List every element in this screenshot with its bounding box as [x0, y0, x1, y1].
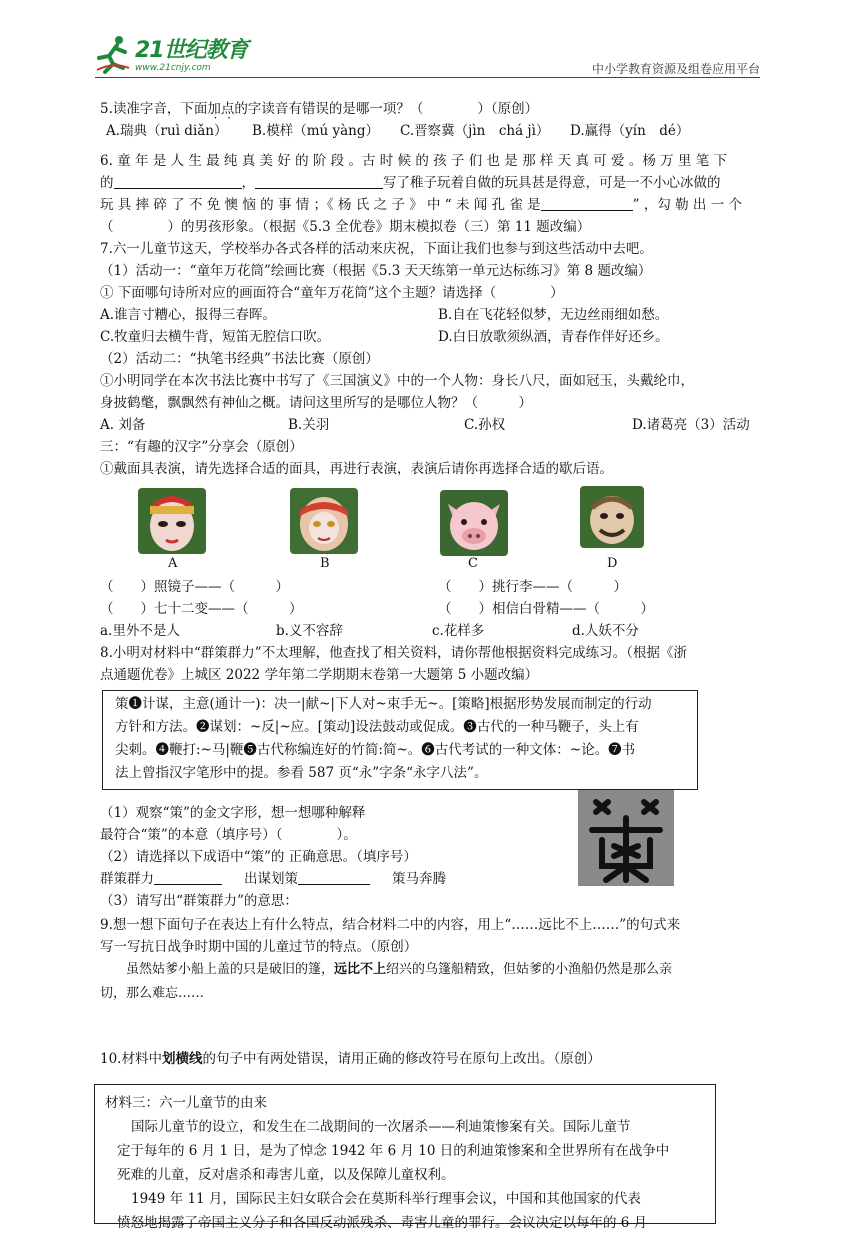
answer-d: d.人妖不分 — [572, 623, 639, 639]
q10-stem: 10.材料中划横线的句子中有两处错误，请用正确的修改符号在原句上改出。（原创） — [100, 1051, 601, 1067]
dictionary-box — [102, 690, 698, 790]
material-3-box — [94, 1084, 716, 1231]
question-5 — [100, 98, 762, 142]
ce-bronze-script-image — [578, 790, 674, 886]
q5-option-d: D.赢得（yín dé） — [570, 123, 690, 139]
question-6 — [100, 150, 762, 238]
q7-stem: 7.六一儿童节这天，学校举办各式各样的活动来庆祝，下面让我们也参与到这些活动中去吧。 — [100, 241, 653, 257]
q9-example-line-1: 虽然姑爹小船上盖的只是破旧的篷，远比不上绍兴的乌篷船精致，但姑爹的小渔船仍然是那么亲 — [126, 962, 673, 977]
q7-activity-2: （2）活动二：“执笔书经典”书法比赛（原创） — [100, 351, 379, 367]
page-header — [95, 30, 760, 80]
q8-blank-2[interactable] — [298, 870, 370, 885]
q6-blank-3[interactable] — [541, 196, 633, 211]
dict-line-2: 方针和方法。❷谋划：~反|~应。[策动]设法鼓动或促成。❸古代的一种马鞭子，头上有 — [115, 719, 639, 735]
mask-label-d: D — [607, 556, 618, 571]
q7-act1-option-d: D.白日放歌须纵酒，青春作伴好还乡。 — [438, 329, 669, 345]
q7-act2-option-d: D.诸葛亮（3）活动 — [632, 417, 750, 433]
q7-act2-option-c: C.孙权 — [464, 417, 506, 433]
q7-activity-3-question: ①戴面具表演，请先选择合适的面具，再进行表演，表演后请你再选择合适的歇后语。 — [100, 461, 613, 477]
mask-label-a: A — [168, 556, 178, 571]
material-3-line-3: 死难的儿童，反对虐杀和毒害儿童，以及保障儿童权利。 — [117, 1167, 455, 1183]
q7-activity-2-line-2: 身披鹤氅，飘飘然有神仙之概。请问这里所写的是哪位人物？（ ） — [100, 395, 532, 411]
logo-main-text: 21世纪教育 — [135, 38, 248, 63]
mask-label-b: B — [320, 556, 330, 571]
q7-act1-option-a: A.谁言寸糟心，报得三春晖。 — [100, 307, 277, 323]
answer-a: a.里外不是人 — [100, 623, 180, 639]
mask-image-d — [580, 486, 644, 548]
q7-sayings — [100, 576, 762, 642]
q5-stem: 5.读准字音，下面加点的字读音有错误的是哪一项？（ ）（原创） — [100, 101, 539, 117]
answer-b: b.义不容辞 — [276, 623, 343, 639]
mask-image-c — [440, 490, 508, 556]
q8-sub3: （3）请写出“群策群力”的意思： — [100, 893, 298, 909]
q7-activity-2-line-1: ①小明同学在本次书法比赛中书写了《三国演义》中的一个人物：身长八尺，面如冠玉，头戴纶巾， — [100, 373, 694, 389]
material-3-line-4: 1949 年 11 月，国际民主妇女联合会在莫斯科举行理事会议，中国和其他国家的代表 — [131, 1191, 641, 1207]
logo — [95, 34, 248, 74]
question-7 — [100, 238, 762, 480]
q7-activity-3: 三：“有趣的汉字”分享会（原创） — [100, 439, 303, 455]
q8-line-2: 点通题优卷》上城区 2022 学年第二学期期末卷第一大题第 5 小题改编） — [100, 667, 539, 683]
dict-line-4: 法上曾指汉字笔形中的提。参看 587 页“永”字条“永字八法”。 — [115, 765, 488, 781]
q6-line-1: 6. 童 年 是 人 生 最 纯 真 美 好 的 阶 段 。古 时 候 的 孩 子 们 也 是 那 样 天 真 可 爱 。杨 万 里 笔 下 — [100, 153, 727, 169]
question-8 — [100, 642, 762, 686]
mask-label-c: C — [468, 556, 478, 571]
q7-act1-option-b: B.自在飞花轻似梦，无边丝雨细如愁。 — [438, 307, 669, 323]
q7-act1-option-c: C.牧童归去横牛背，短笛无腔信口吹。 — [100, 329, 331, 345]
saying-1: （ ）照镜子——（ ） — [100, 579, 289, 595]
q7-act2-option-a: A. 刘备 — [100, 417, 146, 433]
question-10 — [100, 1048, 762, 1070]
material-3-line-2: 定于每年的 6 月 1 日，是为了悼念 1942 年 6 月 10 日的利迪策惨案和全世界所有在战争中 — [117, 1143, 670, 1159]
header-divider — [95, 77, 760, 78]
q6-blank-1[interactable] — [114, 174, 242, 189]
q7-activity-1-question: ① 下面哪句诗所对应的画面符合“童年万花筒”这个主题？请选择（ ） — [100, 285, 564, 301]
q8-line-1: 8.小明对材料中“群策群力”不太理解，他查找了相关资料，请你帮他根据资料完成练习。（根据《浙 — [100, 645, 687, 661]
mask-image-a — [138, 488, 206, 554]
question-9 — [100, 914, 762, 1006]
running-man-icon — [95, 34, 131, 74]
dict-line-1: 策❶计谋，主意(通计一)：决一|献~|下人对~束手无~。[策略]根据形势发展而制定的行动 — [115, 696, 652, 712]
q6-line-4: （ ）的男孩形象。（根据《5.3 全优卷》期末模拟卷（三）第 11 题改编） — [100, 219, 591, 235]
q5-option-b: B.模样（mú yàng） — [252, 123, 380, 139]
q9-example-line-2: 切，那么难忘…… — [100, 986, 205, 1001]
q7-activity-1: （1）活动一：“童年万花筒”绘画比赛（根据《5.3 天天练第一单元达标练习》第 8 题改编） — [100, 263, 652, 279]
q5-option-c: C.晋察冀（jìn chá jì） — [400, 123, 550, 139]
dict-line-3: 尖刺。❹鞭打:~马|鞭❺古代称编连好的竹简:简~。❻古代考试的一种文体：~论。❼书 — [115, 742, 636, 758]
q6-line-2: 的 ， 写了稚子玩着自做的玩具甚是得意，可是一不小心冰做的 — [100, 175, 721, 191]
q8-sub1-line2: 最符合“策”的本意（填序号）（ ）。 — [100, 827, 357, 843]
material-3-title: 材料三：六一儿童节的由来 — [105, 1095, 267, 1111]
platform-name: 中小学教育资源及组卷应用平台 — [591, 62, 760, 76]
material-3-line-1: 国际儿童节的设立，和发生在二战期间的一次屠杀——利迪策惨案有关。国际儿童节 — [131, 1119, 631, 1135]
saying-2: （ ）挑行李——（ ） — [438, 579, 627, 595]
answer-c: c.花样多 — [432, 623, 485, 639]
q6-line-3: 玩 具 摔 碎 了 不 免 懊 恼 的 事 情 ；《 杨 氏 之 子 》 中 “ 未 闻 孔 雀 是 ” ，勾 勒 出 一 个 — [100, 197, 743, 213]
q8-sub2-items: 群策群力 出谋划策 策马奔腾 — [100, 871, 446, 887]
saying-4: （ ）相信白骨精——（ ） — [438, 601, 654, 617]
logo-url-text: www.21cnjy.com — [135, 63, 211, 73]
mask-image-b — [290, 488, 358, 554]
q5-option-a: A.瑞典（ruì diǎn） — [106, 123, 228, 139]
q8-blank-1[interactable] — [154, 870, 222, 885]
q7-act2-option-b: B.关羽 — [288, 417, 330, 433]
saying-3: （ ）七十二变——（ ） — [100, 601, 303, 617]
material-3-line-5: 愤怒地揭露了帝国主义分子和各国反动派残杀、毒害儿童的罪行。会议决定以每年的 6 月 — [117, 1215, 648, 1231]
q9-line-2: 写一写抗日战争时期中国的儿童过节的特点。（原创） — [100, 939, 418, 955]
q6-blank-2[interactable] — [255, 174, 383, 189]
q8-sub1-line1: （1）观察“策”的金文字形，想一想哪种解释 — [100, 805, 366, 821]
q9-line-1: 9.想一想下面句子在表达上有什么特点，结合材料二中的内容，用上“……远比不上……”的句式来 — [100, 917, 681, 933]
q8-sub2: （2）请选择以下成语中“策”的 正确意思。（填序号） — [100, 849, 417, 865]
